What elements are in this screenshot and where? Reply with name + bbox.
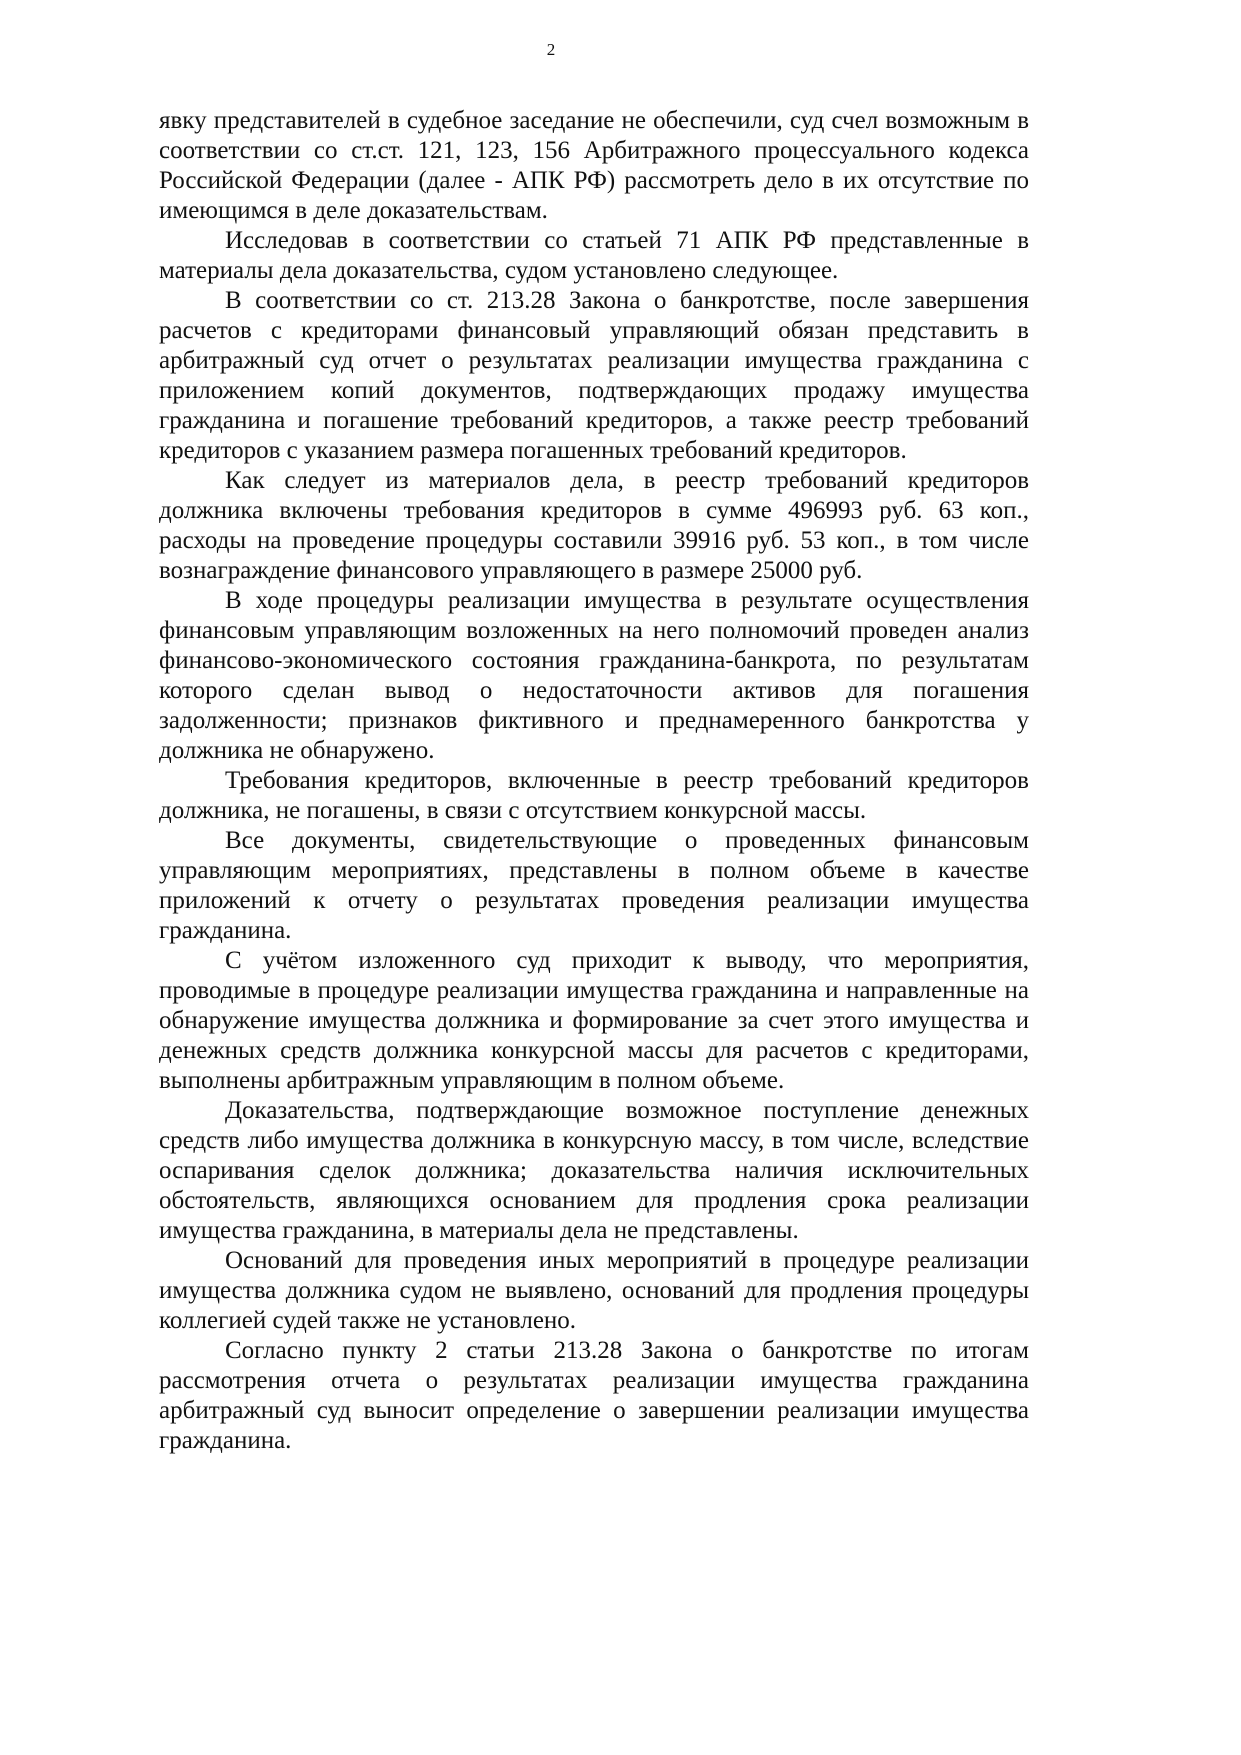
paragraph-no-evidence: Доказательства, подтверждающие возможное поступление денежных средств либо имущества должника в конкурсную массу, в том числе, вследствие оспаривания сделок должника; доказательства наличия исключительных обстоятельств, являющихся основанием для продления срока реализации имущества гражданина, в материалы дела не представлены. [159,1097,1029,1244]
paragraph-no-grounds: Оснований для проведения иных мероприятий в процедуре реализации имущества должника судом не выявлено, оснований для продления процедуры коллегией судей также не установлено. [159,1247,1029,1334]
paragraph-creditor-claims: Как следует из материалов дела, в реестр требований кредиторов должника включены требования кредиторов в сумме 496993 руб. 63 коп., расходы на проведение процедуры составили 39916 руб. 53 коп., в том числе вознаграждение финансового управляющего в размере 25000 руб. [159,467,1029,584]
paragraph-court-conclusion: С учётом изложенного суд приходит к выводу, что мероприятия, проводимые в процедуре реализации имущества гражданина и направленные на обнаружение имущества должника и формирование за счет этого имущества и денежных средств должника конкурсной массы для расчетов с кредиторами, выполнены арбитражным управляющим в полном объеме. [159,947,1029,1094]
paragraph-procedure-analysis: В ходе процедуры реализации имущества в результате осуществления финансовым управляющим возложенных на него полномочий проведен анализ финансово-экономического состояния гражданина-банкрота, по результатам которого сделан вывод о недостаточности активов для погашения задолженности; признаков фиктивного и преднамеренного банкротства у должника не обнаружено. [159,587,1029,764]
page-number: 2 [546,40,556,59]
paragraph-final-ruling-basis: Согласно пункту 2 статьи 213.28 Закона о банкротстве по итогам рассмотрения отчета о результатах реализации имущества гражданина арбитражный суд выносит определение о завершении реализации имущества гражданина. [159,1337,1029,1454]
paragraph-evidence-review: Исследовав в соответствии со статьей 71 АПК РФ представленные в материалы дела доказательства, судом установлено следующее. [159,227,1029,284]
paragraph-claims-unpaid: Требования кредиторов, включенные в реестр требований кредиторов должника, не погашены, в связи с отсутствием конкурсной массы. [159,767,1029,824]
paragraph-documents: Все документы, свидетельствующие о проведенных финансовым управляющим мероприятиях, представлены в полном объеме в качестве приложений к отчету о результатах проведения реализации имущества гражданина. [159,827,1029,944]
paragraph-legal-basis: В соответствии со ст. 213.28 Закона о банкротстве, после завершения расчетов с кредиторами финансовый управляющий обязан представить в арбитражный суд отчет о результатах реализации имущества гражданина с приложением копий документов, подтверждающих продажу имущества гражданина и погашение требований кредиторов, а также реестр требований кредиторов с указанием размера погашенных требований кредиторов. [159,287,1029,464]
paragraph-continuation: явку представителей в судебное заседание не обеспечили, суд счел возможным в соответствии со ст.ст. 121, 123, 156 Арбитражного процессуального кодекса Российской Федерации (далее - АПК РФ) рассмотреть дело в их отсутствие по имеющимся в деле доказательствам. [159,107,1029,224]
document-body [159,106,1029,1456]
